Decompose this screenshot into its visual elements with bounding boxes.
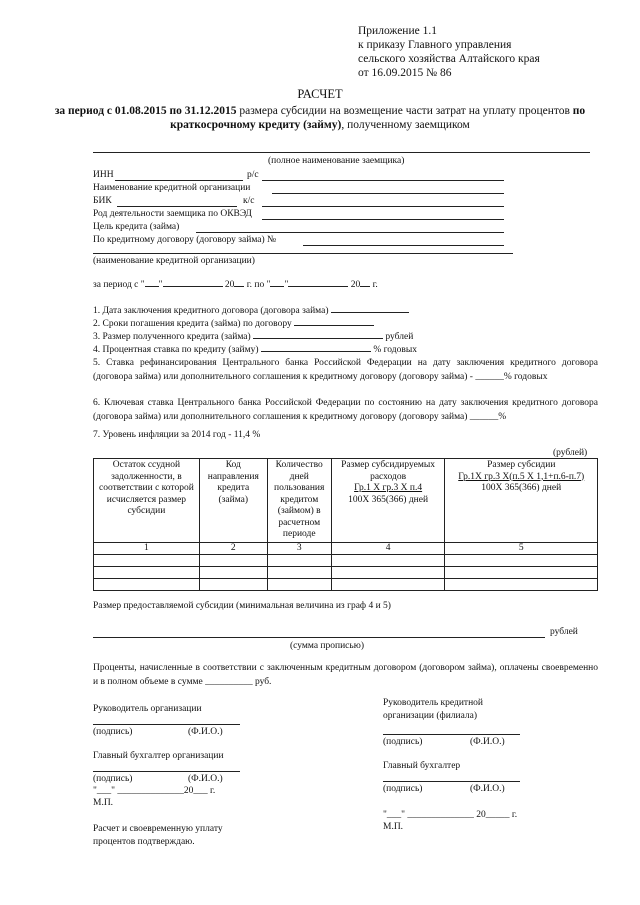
- agreement-label: По кредитному договору (договору займа) №: [93, 235, 277, 245]
- purpose-field[interactable]: [196, 232, 504, 233]
- left-date[interactable]: "___" ______________20___ г.: [93, 786, 216, 796]
- appendix-line: сельского хозяйства Алтайского края: [358, 53, 540, 65]
- sum-words-field[interactable]: [93, 637, 545, 638]
- right-accountant-sign-caption: (подпись): [383, 784, 423, 794]
- right-stamp: М.П.: [383, 822, 404, 832]
- appendix-line: к приказу Главного управления: [358, 39, 512, 51]
- right-head-sign-caption: (подпись): [383, 737, 423, 747]
- confirm-line: процентов подтверждаю.: [93, 837, 195, 847]
- left-accountant-sign-caption: (подпись): [93, 774, 133, 784]
- period-year-to[interactable]: [360, 286, 370, 287]
- table-row[interactable]: [94, 555, 598, 567]
- subtitle-credit-type: по краткосрочному кредиту (займу): [170, 105, 586, 131]
- period-text: 20: [350, 280, 361, 290]
- left-accountant-fio-caption: (Ф.И.О.): [188, 774, 223, 784]
- col-number: 5: [445, 542, 598, 555]
- right-head-label: организации (филиала): [383, 711, 478, 721]
- period-text: 20: [224, 280, 235, 290]
- item-5: 5. Ставка рефинансирования Центрального банка Российской Федерации на дату заключения кредитного договора (договора займа) или дополнительного соглашения к кредитному договору (договору займа) - ______% годовых: [93, 358, 598, 382]
- okved-field[interactable]: [262, 219, 504, 220]
- appendix-header: [358, 24, 540, 80]
- subtitle-tail: , полученному заемщиком: [341, 119, 470, 131]
- borrower-name-line[interactable]: [93, 152, 590, 153]
- purpose-label: Цель кредита (займа): [93, 222, 180, 232]
- right-head-fio-caption: (Ф.И.О.): [470, 737, 505, 747]
- subtitle-text: размера субсидии на возмещение части затрат на уплату процентов: [236, 105, 573, 117]
- table-unit: (рублей): [553, 448, 588, 458]
- rubles-label: рублей: [550, 627, 578, 637]
- borrower-name-caption: (полное наименование заемщика): [268, 156, 405, 166]
- item-4-unit: % годовых: [373, 345, 417, 355]
- ks-field[interactable]: [262, 206, 504, 207]
- period-day-to[interactable]: [270, 286, 284, 287]
- header-credit-code: Код направления кредита (займа): [199, 459, 267, 543]
- subsidy-size-label: Размер предоставляемой субсидии (минимальная величина из граф 4 и 5): [93, 601, 391, 611]
- header-4-formula: Гр.1 Х гр.3 Х п.4: [354, 483, 423, 493]
- header-5-title: Размер субсидии: [487, 460, 556, 470]
- table-row[interactable]: [94, 579, 598, 591]
- inn-field[interactable]: [115, 180, 243, 181]
- document-subtitle: [40, 104, 600, 132]
- header-subsidized-expenses: [331, 459, 445, 543]
- credit-org-label: Наименование кредитной организации: [93, 183, 251, 193]
- subtitle-period: за период с 01.08.2015 по 31.12.2015: [54, 105, 237, 117]
- period-text: ": [158, 280, 163, 290]
- item-2-label: 2. Сроки погашения кредита (займа) по договору: [93, 319, 292, 329]
- item-4: [93, 345, 417, 355]
- period-month-to[interactable]: [288, 286, 348, 287]
- table-number-row: [94, 542, 598, 555]
- item-2-field[interactable]: [294, 325, 374, 326]
- period-day-from[interactable]: [145, 286, 159, 287]
- credit-org-field[interactable]: [272, 193, 504, 194]
- col-number: 4: [331, 542, 445, 555]
- left-head-label: Руководитель организации: [93, 704, 202, 714]
- period-text: ": [284, 280, 289, 290]
- item-3-label: 3. Размер полученного кредита (займа): [93, 332, 251, 342]
- item-2: [93, 319, 374, 329]
- left-accountant-label: Главный бухгалтер организации: [93, 751, 224, 761]
- item-3: [93, 332, 413, 342]
- period-year-from[interactable]: [234, 286, 244, 287]
- header-4-denominator: 100Х 365(366) дней: [348, 494, 429, 505]
- agreement-field[interactable]: [303, 245, 504, 246]
- left-head-sign-line[interactable]: [93, 724, 240, 725]
- col-number: 1: [94, 542, 200, 555]
- interest-statement: Проценты, начисленные в соответствии с заключенным кредитным договором (договором займа), оплачены своевременно и в полном объеме в сумме __________ руб.: [93, 663, 598, 687]
- right-date[interactable]: "___" ______________ 20_____ г.: [383, 810, 518, 820]
- left-head-sign-caption: (подпись): [93, 727, 133, 737]
- appendix-line: Приложение 1.1: [358, 25, 437, 37]
- item-7: 7. Уровень инфляции за 2014 год - 11,4 %: [93, 430, 261, 440]
- inn-label: ИНН: [93, 170, 114, 180]
- left-stamp: М.П.: [93, 798, 114, 808]
- item-3-field[interactable]: [253, 338, 383, 339]
- table-header-row: [94, 459, 598, 543]
- header-5-denominator: 100Х 365(366) дней: [481, 483, 562, 493]
- rs-field[interactable]: [262, 180, 504, 181]
- left-head-fio-caption: (Ф.И.О.): [188, 727, 223, 737]
- credit-org-caption: (наименование кредитной организации): [93, 256, 255, 266]
- appendix-line: от 16.09.2015 № 86: [358, 67, 452, 79]
- right-head-sign-line[interactable]: [383, 734, 520, 735]
- period-text: г.: [372, 280, 378, 290]
- sum-words-caption: (сумма прописью): [290, 641, 364, 651]
- header-4-title: Размер субсидируемых расходов: [341, 460, 436, 482]
- header-loan-balance: Остаток ссудной задолженности, в соответствии с которой исчисляется размер субсидии: [94, 459, 200, 543]
- period-text: г. по ": [246, 280, 271, 290]
- period-month-from[interactable]: [163, 286, 223, 287]
- item-3-unit: рублей: [385, 332, 414, 342]
- header-days-count: Количество дней пользования кредитом (займом) в расчетном периоде: [267, 459, 331, 543]
- ks-label: к/с: [243, 196, 255, 206]
- bik-label: БИК: [93, 196, 112, 206]
- header-subsidy-size: [445, 459, 598, 543]
- right-accountant-sign-line[interactable]: [383, 781, 520, 782]
- okved-label: Род деятельности заемщика по ОКВЭД: [93, 209, 252, 219]
- item-4-label: 4. Процентная ставка по кредиту (займу): [93, 345, 259, 355]
- col-number: 3: [267, 542, 331, 555]
- bik-field[interactable]: [117, 206, 237, 207]
- confirm-line: Расчет и своевременную уплату: [93, 824, 223, 834]
- document-title: РАСЧЕТ: [297, 87, 343, 101]
- period-text: за период с ": [93, 280, 145, 290]
- period-line: [93, 280, 378, 290]
- right-accountant-label: Главный бухгалтер: [383, 761, 461, 771]
- item-6: 6. Ключевая ставка Центрального банка Российской Федерации по состоянию на дату заключения кредитного договора (договора займа) или дополнительного соглашения к кредитному договору (договору займа) ______%: [93, 398, 598, 422]
- header-5-formula: Гр.1Х гр.3 Х(п.5 Х 1,1+п.6-п.7): [458, 471, 585, 482]
- credit-org-name-line[interactable]: [93, 253, 513, 254]
- item-1-field[interactable]: [331, 312, 409, 313]
- right-head-label: Руководитель кредитной: [383, 698, 483, 708]
- subsidy-table: [93, 458, 598, 591]
- col-number: 2: [199, 542, 267, 555]
- item-1-label: 1. Дата заключения кредитного договора (договора займа): [93, 306, 329, 316]
- rs-label: р/с: [247, 170, 259, 180]
- item-1: [93, 306, 409, 316]
- left-accountant-sign-line[interactable]: [93, 771, 240, 772]
- table-row[interactable]: [94, 567, 598, 579]
- item-4-field[interactable]: [261, 351, 371, 352]
- right-accountant-fio-caption: (Ф.И.О.): [470, 784, 505, 794]
